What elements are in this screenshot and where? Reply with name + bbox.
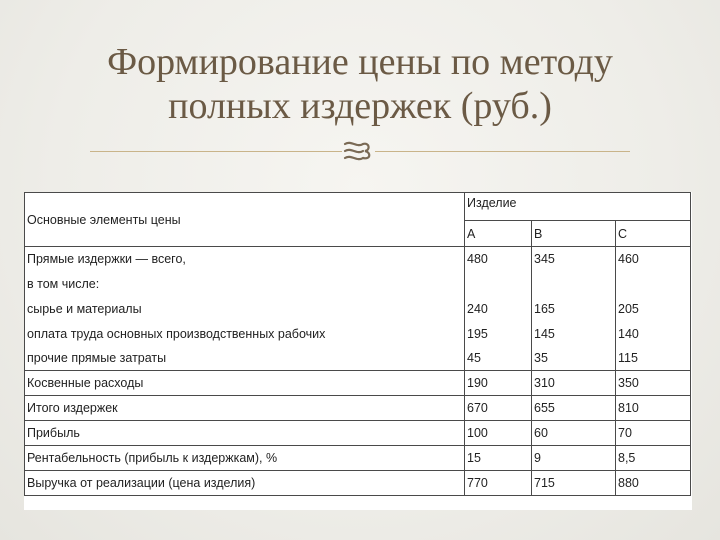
row-value-a: 480 — [465, 247, 532, 272]
scroll-ornament-icon — [341, 138, 375, 164]
row-label: Итого издержек — [25, 396, 465, 421]
row-value-c: 70 — [616, 421, 691, 446]
table-row — [25, 471, 691, 496]
row-value-c: 350 — [616, 371, 691, 396]
row-label: Прибыль — [25, 421, 465, 446]
slide-title — [40, 40, 680, 128]
row-value-b: 655 — [532, 396, 616, 421]
header-col-b: B — [532, 221, 616, 247]
row-value-c: 140 — [616, 321, 691, 346]
row-value-a: 100 — [465, 421, 532, 446]
table-row — [25, 446, 691, 471]
row-label: прочие прямые затраты — [25, 346, 465, 371]
row-value-b: 145 — [532, 321, 616, 346]
row-value-b: 715 — [532, 471, 616, 496]
row-value-b: 35 — [532, 346, 616, 371]
table-row — [25, 396, 691, 421]
row-value-c: 810 — [616, 396, 691, 421]
title-rule-right — [375, 151, 630, 152]
table-row — [25, 296, 691, 321]
table-row — [25, 321, 691, 346]
price-formation-table — [24, 192, 691, 496]
row-label: Косвенные расходы — [25, 371, 465, 396]
row-value-b: 9 — [532, 446, 616, 471]
header-elements-cell: Основные элементы цены — [25, 193, 465, 247]
row-value-a: 45 — [465, 346, 532, 371]
row-value-c: 880 — [616, 471, 691, 496]
title-rule-left — [90, 151, 342, 152]
row-value-a: 240 — [465, 296, 532, 321]
table-header-row — [25, 193, 691, 221]
title-line-2: полных издержек (руб.) — [168, 85, 552, 127]
row-value-b — [532, 271, 616, 296]
row-value-a: 770 — [465, 471, 532, 496]
table-row — [25, 371, 691, 396]
row-label: оплата труда основных производственных рабочих — [25, 321, 465, 346]
row-value-c: 460 — [616, 247, 691, 272]
row-label: Выручка от реализации (цена изделия) — [25, 471, 465, 496]
row-value-b: 60 — [532, 421, 616, 446]
header-col-a: A — [465, 221, 532, 247]
table-row — [25, 346, 691, 371]
header-col-c: C — [616, 221, 691, 247]
table-row — [25, 271, 691, 296]
table-row — [25, 421, 691, 446]
row-label: Прямые издержки — всего, — [25, 247, 465, 272]
title-line-1: Формирование цены по методу — [107, 41, 613, 83]
row-value-a: 190 — [465, 371, 532, 396]
row-label: сырье и материалы — [25, 296, 465, 321]
row-label: в том числе: — [25, 271, 465, 296]
row-value-a: 195 — [465, 321, 532, 346]
header-product-cell: Изделие — [465, 193, 691, 221]
row-value-a: 670 — [465, 396, 532, 421]
row-label: Рентабельность (прибыль к издержкам), % — [25, 446, 465, 471]
row-value-b: 165 — [532, 296, 616, 321]
row-value-b: 310 — [532, 371, 616, 396]
row-value-c: 205 — [616, 296, 691, 321]
row-value-c — [616, 271, 691, 296]
row-value-b: 345 — [532, 247, 616, 272]
price-table-container — [24, 192, 692, 510]
row-value-c: 8,5 — [616, 446, 691, 471]
row-value-c: 115 — [616, 346, 691, 371]
table-row — [25, 247, 691, 272]
row-value-a: 15 — [465, 446, 532, 471]
row-value-a — [465, 271, 532, 296]
